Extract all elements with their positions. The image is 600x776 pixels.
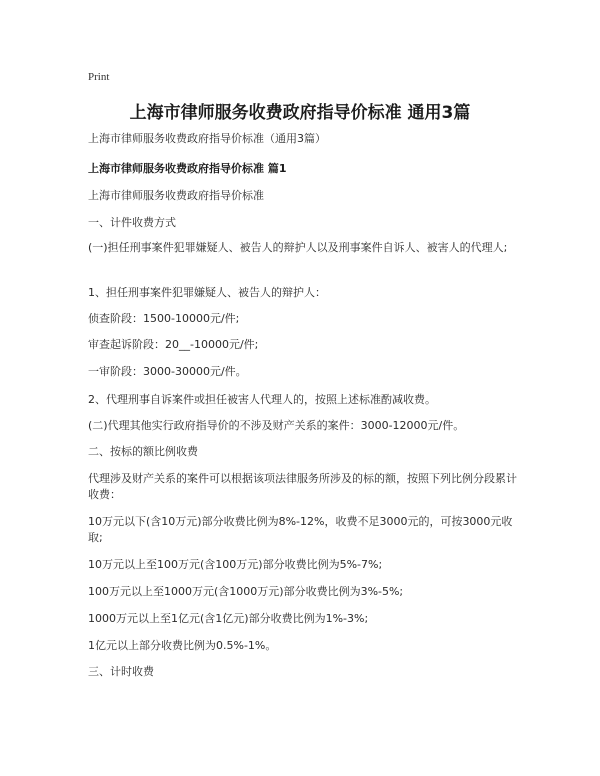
paragraph: 2、代理刑事自诉案件或担任被害人代理人的，按照上述标准酌减收费。 bbox=[88, 393, 436, 406]
paragraph: (一)担任刑事案件犯罪嫌疑人、被告人的辩护人以及刑事案件自诉人、被害人的代理人; bbox=[88, 241, 508, 254]
paragraph: 一审阶段：3000-30000元/件。 bbox=[88, 365, 247, 378]
paragraph: 审查起诉阶段：20__-10000元/件; bbox=[88, 338, 259, 351]
document-title: 上海市律师服务收费政府指导价标准 通用3篇 bbox=[129, 103, 471, 123]
paragraph: 上海市律师服务收费政府指导价标准 bbox=[88, 189, 264, 202]
paragraph: 1000万元以上至1亿元(含1亿元)部分收费比例为1%-3%; bbox=[88, 612, 369, 625]
paragraph: 一、计件收费方式 bbox=[88, 216, 176, 229]
paragraph: 二、按标的额比例收费 bbox=[88, 445, 198, 458]
paragraph: 10万元以下(含10万元)部分收费比例为8%-12%，收费不足3000元的，可按3000元收取; bbox=[88, 515, 513, 544]
print-link[interactable]: Print bbox=[88, 71, 110, 83]
paragraph: 三、计时收费 bbox=[88, 665, 154, 678]
paragraph: 10万元以上至100万元(含100万元)部分收费比例为5%-7%; bbox=[88, 558, 383, 571]
paragraph: 侦查阶段：1500-10000元/件; bbox=[88, 312, 240, 325]
paragraph: 1亿元以上部分收费比例为0.5%-1%。 bbox=[88, 639, 277, 652]
paragraph-subtitle: 上海市律师服务收费政府指导价标准（通用3篇） bbox=[88, 132, 326, 145]
paragraph: 1、担任刑事案件犯罪嫌疑人、被告人的辩护人： bbox=[88, 286, 326, 299]
paragraph: 代理涉及财产关系的案件可以根据该项法律服务所涉及的标的额，按照下列比例分段累计收费： bbox=[88, 472, 517, 501]
section-heading-1: 上海市律师服务收费政府指导价标准 篇1 bbox=[88, 162, 287, 175]
paragraph: (二)代理其他实行政府指导价的不涉及财产关系的案件：3000-12000元/件。 bbox=[88, 419, 465, 432]
paragraph: 100万元以上至1000万元(含1000万元)部分收费比例为3%-5%; bbox=[88, 585, 404, 598]
